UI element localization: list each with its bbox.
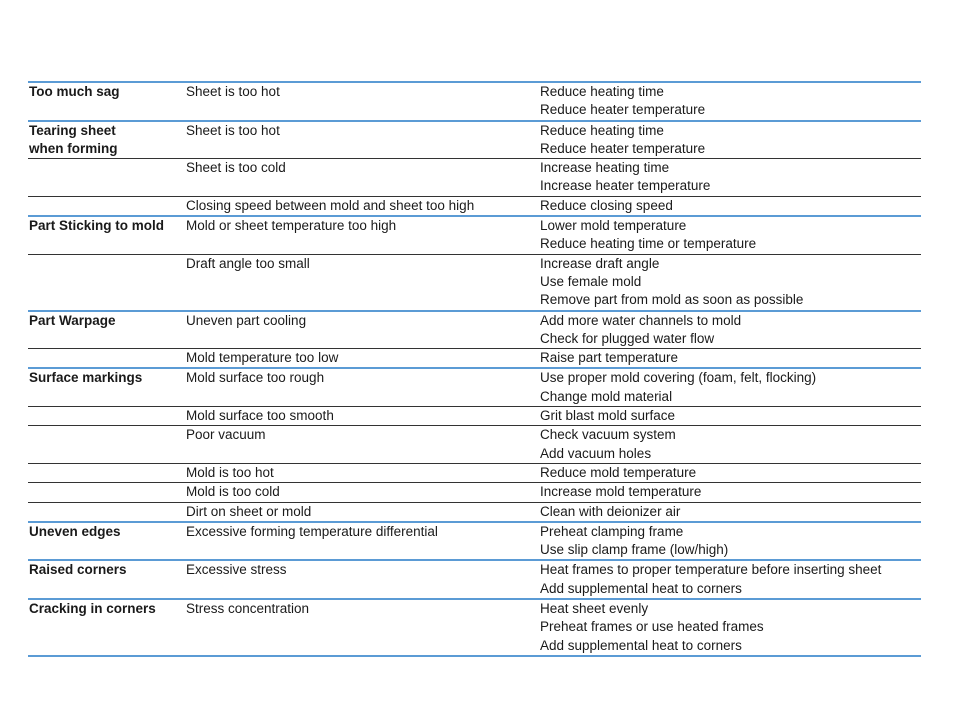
remedy-text: Raise part temperature: [540, 350, 679, 366]
remedy-cell: [540, 349, 921, 367]
remedy-cell: [540, 407, 921, 425]
cause-cell: Excessive stress: [186, 562, 287, 578]
remedy-cell: [540, 159, 921, 196]
problem-label: Cracking in corners: [29, 601, 156, 617]
remedy-cell: [540, 503, 921, 521]
problem-cell: [28, 83, 186, 120]
problem-cell: [28, 464, 186, 482]
cause-cell: Stress concentration: [186, 601, 310, 617]
remedy-text: Remove part from mold as soon as possible: [540, 292, 804, 308]
table-row: [28, 600, 921, 655]
remedy-text: Increase heater temperature: [540, 178, 711, 194]
remedy-text: Use proper mold covering (foam, felt, flocking): [540, 370, 817, 386]
cause-cell: Excessive forming temperature differential: [186, 523, 438, 539]
table-row: [28, 463, 921, 482]
problem-label: Too much sag: [29, 84, 120, 99]
table-row: [28, 482, 921, 501]
cause-cell: Sheet is too hot: [186, 84, 280, 99]
problem-label: when forming: [29, 140, 118, 156]
remedy-text: Add supplemental heat to corners: [540, 580, 742, 596]
troubleshooting-table: [28, 81, 921, 657]
remedy-text: Reduce heating time or temperature: [540, 236, 757, 252]
cause-cell: Poor vacuum: [186, 427, 266, 443]
remedy-text: Change mold material: [540, 388, 673, 404]
table-row: [28, 502, 921, 521]
table-row: [28, 158, 921, 196]
cause-cell: Draft angle too small: [186, 255, 310, 271]
table-row: [28, 217, 921, 254]
remedy-text: Add more water channels to mold: [540, 312, 742, 328]
problem-cell: [28, 122, 186, 159]
remedy-cell: [540, 561, 921, 598]
cause-cell: Mold surface too smooth: [186, 408, 334, 424]
problem-cell: [28, 407, 186, 425]
table-row: [28, 122, 921, 159]
problem-label: Tearing sheet: [29, 122, 116, 138]
cause-cell: Mold is too hot: [186, 464, 274, 480]
problem-group: [28, 81, 921, 120]
problem-label: Raised corners: [29, 562, 127, 578]
cause-cell: Closing speed between mold and sheet too high: [186, 197, 475, 213]
table-row: [28, 561, 921, 598]
remedy-text: Reduce heater temperature: [540, 102, 706, 118]
remedy-text: Increase draft angle: [540, 255, 660, 271]
problem-cell: [28, 217, 186, 254]
remedy-cell: [540, 426, 921, 463]
remedy-text: Reduce heating time: [540, 122, 664, 138]
cause-cell: Sheet is too hot: [186, 122, 280, 138]
remedy-text: Grit blast mold surface: [540, 408, 676, 424]
cause-cell: Mold temperature too low: [186, 350, 339, 366]
remedy-text: Reduce closing speed: [540, 197, 673, 213]
table-row: [28, 406, 921, 425]
problem-label: Part Warpage: [29, 312, 116, 328]
remedy-text: Reduce heating time: [540, 84, 664, 99]
remedy-text: Reduce mold temperature: [540, 464, 697, 480]
remedy-cell: [540, 122, 921, 159]
remedy-text: Preheat frames or use heated frames: [540, 619, 764, 635]
remedy-cell: [540, 600, 921, 655]
remedy-text: Increase heating time: [540, 160, 670, 176]
problem-label: Surface markings: [29, 370, 143, 386]
problem-label: Uneven edges: [29, 523, 121, 539]
remedy-text: Preheat clamping frame: [540, 523, 684, 539]
remedy-cell: [540, 369, 921, 406]
remedy-cell: [540, 483, 921, 501]
cause-cell: Sheet is too cold: [186, 160, 286, 176]
problem-cell: [28, 523, 186, 560]
table-row: [28, 369, 921, 406]
table-row: [28, 196, 921, 215]
problem-cell: [28, 255, 186, 310]
problem-group: [28, 367, 921, 520]
cause-cell: Mold is too cold: [186, 484, 280, 500]
remedy-text: Add vacuum holes: [540, 445, 652, 461]
problem-group: [28, 521, 921, 560]
cause-cell: Dirt on sheet or mold: [186, 503, 312, 519]
remedy-text: Check for plugged water flow: [540, 330, 715, 346]
cause-cell: Uneven part cooling: [186, 312, 307, 328]
problem-group: [28, 310, 921, 368]
remedy-text: Check vacuum system: [540, 427, 676, 443]
cause-cell: Mold or sheet temperature too high: [186, 218, 397, 234]
remedy-text: Increase mold temperature: [540, 484, 702, 500]
problem-cell: [28, 312, 186, 349]
table-row: [28, 523, 921, 560]
problem-group: [28, 215, 921, 309]
table-row: [28, 312, 921, 349]
remedy-text: Heat sheet evenly: [540, 601, 649, 617]
problem-cell: [28, 483, 186, 501]
problem-label: Part Sticking to mold: [29, 218, 165, 234]
table-row: [28, 348, 921, 367]
remedy-cell: [540, 464, 921, 482]
remedy-text: Heat frames to proper temperature before inserting sheet: [540, 562, 882, 578]
remedy-cell: [540, 83, 921, 120]
remedy-cell: [540, 523, 921, 560]
problem-group: [28, 598, 921, 657]
problem-cell: [28, 349, 186, 367]
remedy-text: Use slip clamp frame (low/high): [540, 542, 729, 558]
problem-group: [28, 120, 921, 215]
problem-cell: [28, 369, 186, 406]
problem-cell: [28, 159, 186, 196]
table-row: [28, 425, 921, 463]
remedy-text: Add supplemental heat to corners: [540, 637, 742, 653]
remedy-text: Lower mold temperature: [540, 218, 687, 234]
remedy-cell: [540, 312, 921, 349]
remedy-text: Use female mold: [540, 273, 642, 289]
table-row: [28, 254, 921, 310]
table-row: [28, 83, 921, 120]
problem-group: [28, 559, 921, 598]
problem-cell: [28, 503, 186, 521]
remedy-text: Clean with deionizer air: [540, 503, 681, 519]
remedy-cell: [540, 197, 921, 215]
remedy-text: Reduce heater temperature: [540, 140, 706, 156]
remedy-cell: [540, 255, 921, 310]
remedy-cell: [540, 217, 921, 254]
problem-cell: [28, 426, 186, 463]
problem-cell: [28, 561, 186, 598]
problem-cell: [28, 600, 186, 655]
cause-cell: Mold surface too rough: [186, 370, 325, 386]
problem-cell: [28, 197, 186, 215]
